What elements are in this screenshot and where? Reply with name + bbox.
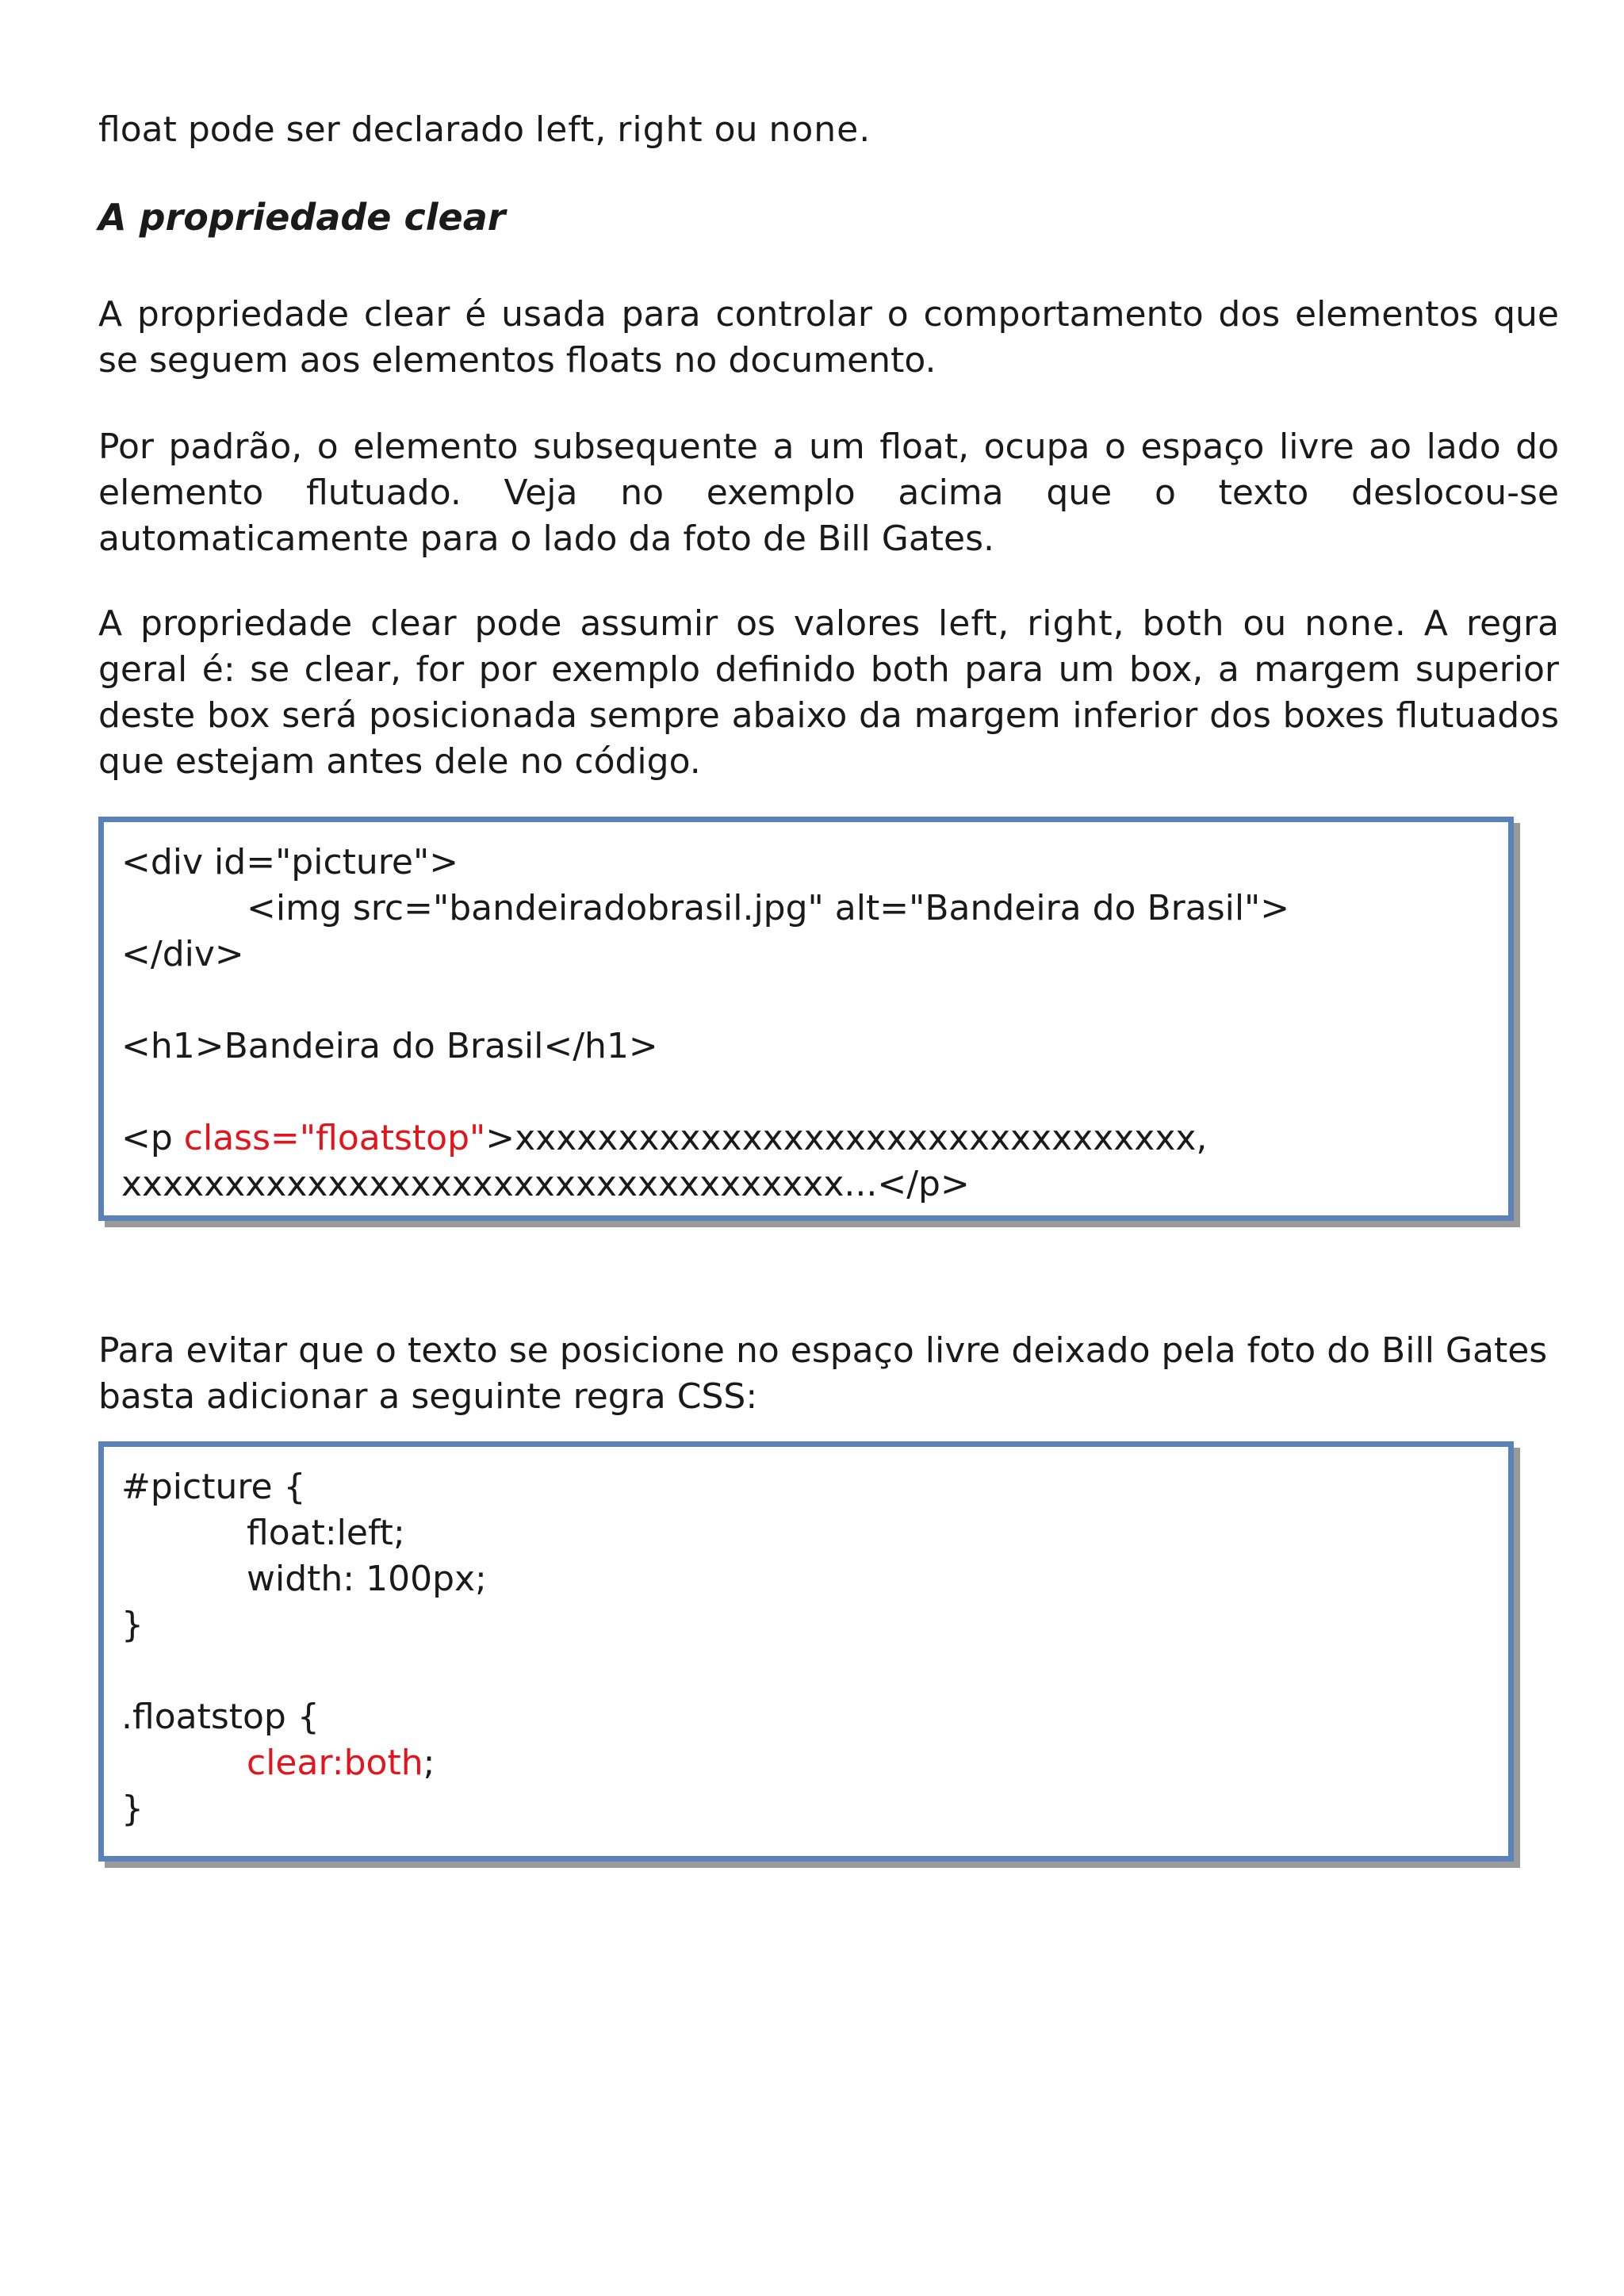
highlighted-clear-rule: clear:both bbox=[247, 1743, 423, 1783]
code-line: <img src="bandeiradobrasil.jpg" alt="Bandeira do Brasil"> bbox=[247, 888, 1290, 928]
value-left: left bbox=[938, 603, 998, 644]
css-code-example bbox=[98, 1441, 1514, 1862]
code-token: <p bbox=[121, 1118, 184, 1158]
value-none: none bbox=[768, 109, 860, 150]
text-run: float pode ser declarado bbox=[98, 109, 536, 150]
text-run: A propriedade clear pode assumir os valores bbox=[98, 603, 939, 644]
code-line bbox=[121, 1740, 1491, 1786]
paragraph-default-behavior: Por padrão, o elemento subsequente a um float, ocupa o espaço livre ao lado do elemento flutuado. Veja no exemplo acima que o texto deslocou-se automaticamente para o lado da foto de Bill Gates. bbox=[98, 427, 1559, 559]
code-line: .floatstop { bbox=[121, 1697, 320, 1737]
code-line: xxxxxxxxxxxxxxxxxxxxxxxxxxxxxxxxxxx...</p> bbox=[121, 1164, 970, 1204]
highlighted-class-attribute: class="floatstop" bbox=[183, 1118, 486, 1158]
code-line: <div id="picture"> bbox=[121, 842, 459, 882]
value-right: right bbox=[1027, 603, 1113, 644]
text-run: ou bbox=[703, 109, 769, 150]
code-line bbox=[121, 1115, 1491, 1161]
code-line: width: 100px; bbox=[247, 1559, 487, 1599]
float-values-line bbox=[98, 107, 1559, 153]
text-run: . A regra geral é: se clear, for por exemplo definido both para um box, a margem superior deste box será posicionada sempre abaixo da margem inferior dos boxes flutuados que estejam antes dele no código. bbox=[98, 603, 1559, 782]
value-both: both bbox=[1142, 603, 1225, 644]
paragraph-solution: Para evitar que o texto se posicione no espaço livre deixado pela foto do Bill Gates basta adicionar a seguinte regra CSS: bbox=[98, 1330, 1548, 1417]
value-none: none bbox=[1304, 603, 1395, 644]
code-line: } bbox=[121, 1789, 144, 1829]
value-right: right bbox=[617, 109, 703, 150]
value-left: left bbox=[535, 109, 596, 150]
code-line: </div> bbox=[121, 934, 244, 974]
text-run: . bbox=[859, 109, 871, 150]
paragraph-clear-intro: A propriedade clear é usada para controlar o comportamento dos elementos que se seguem aos elementos floats no documento. bbox=[98, 294, 1559, 381]
code-line: #picture { bbox=[121, 1467, 306, 1507]
text-run: ou bbox=[1224, 603, 1305, 644]
code-line: <h1>Bandeira do Brasil</h1> bbox=[121, 1026, 658, 1066]
text-run: , bbox=[1113, 603, 1143, 644]
code-line: float:left; bbox=[247, 1513, 405, 1553]
text-run: , bbox=[595, 109, 618, 150]
code-line: } bbox=[121, 1605, 144, 1645]
code-token: >xxxxxxxxxxxxxxxxxxxxxxxxxxxxxxxxx, bbox=[485, 1118, 1208, 1158]
html-code-example bbox=[98, 817, 1514, 1221]
paragraph-clear-values bbox=[98, 601, 1559, 785]
code-token: ; bbox=[423, 1743, 435, 1783]
section-heading: A propriedade clear bbox=[98, 196, 506, 239]
text-run: , bbox=[998, 603, 1028, 644]
